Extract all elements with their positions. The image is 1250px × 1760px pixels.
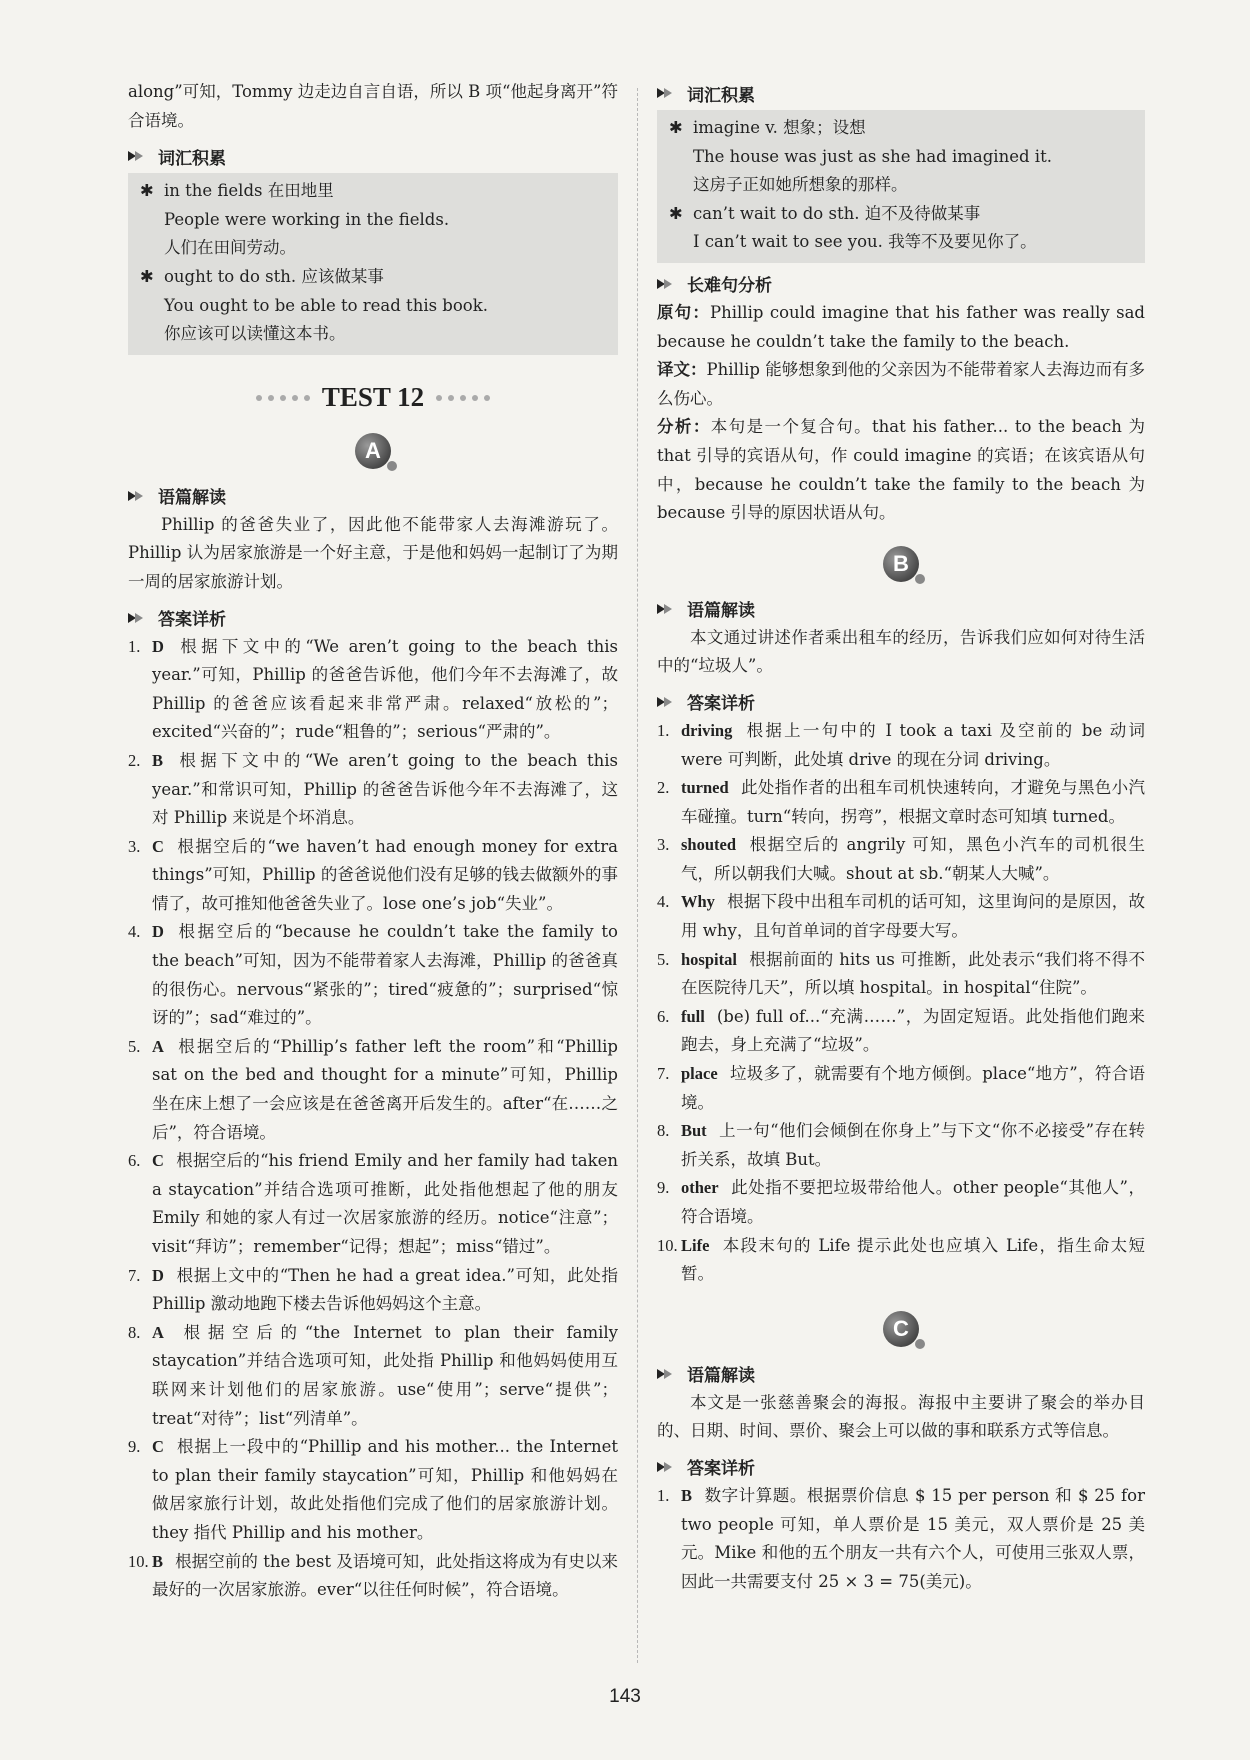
answer-explanation: (be) full of...“充满……”，为固定短语。此处指他们跑来跑去，身上充满了“垃圾”。 xyxy=(681,1006,1145,1055)
answer-number: 3. xyxy=(657,835,670,855)
vocab-example: People were working in the fields. xyxy=(164,209,450,229)
section-reading xyxy=(657,594,1145,624)
answer-number: 1. xyxy=(657,720,670,740)
section-sentence xyxy=(657,269,1145,299)
answer-key: But xyxy=(681,1121,707,1141)
answer-key: place xyxy=(681,1064,718,1084)
answer-key: Why xyxy=(681,892,715,912)
answer-key: C xyxy=(152,1151,164,1171)
reading-summary: 本文通过讲述作者乘出租车的经历，告诉我们应如何对待生活中的“垃圾人”。 xyxy=(657,627,1145,676)
vocab-entry xyxy=(140,263,608,292)
answer-key: driving xyxy=(681,720,733,740)
asterisk-icon: ✱ xyxy=(140,266,154,286)
section-vocab xyxy=(128,141,618,171)
test-title: TEST 12 xyxy=(321,382,425,413)
label: 原句： xyxy=(657,302,711,322)
answer-number: 8. xyxy=(128,1322,141,1342)
answer-key: turned xyxy=(681,778,729,798)
answer-body xyxy=(681,1060,1145,1117)
answer-body xyxy=(152,918,618,1032)
answer-item xyxy=(657,888,1145,945)
answer-explanation: 上一句“他们会倾倒在你身上”与下文“你不必接受”存在转折关系，故填 But。 xyxy=(681,1121,1145,1169)
vocab-box xyxy=(657,110,1145,263)
answer-item xyxy=(128,1033,618,1147)
section-reading xyxy=(128,481,618,511)
answer-number: 2. xyxy=(128,750,141,770)
vocab-head: imagine v. 想象；设想 xyxy=(693,118,866,137)
answer-key: A xyxy=(152,1322,164,1342)
answer-explanation: 根据下文中的“We aren’t going to the beach this year.”可知，Phillip 的爸爸告诉他，他们今年不去海滩了，故 Phillip 的爸爸应该看起来非常严肃。relaxed“放松的”；excited“兴奋的”；rude“粗鲁的”；serious“严肃的”。 xyxy=(152,636,618,742)
analysis xyxy=(657,413,1145,527)
dots-decoration xyxy=(256,395,310,401)
answer-key: D xyxy=(152,1265,164,1285)
dots-decoration xyxy=(436,395,490,401)
passage-badge-a: A xyxy=(355,433,391,469)
answer-item xyxy=(657,831,1145,888)
answer-key: Life xyxy=(681,1235,710,1255)
vocab-translation: 这房子正如她所想象的那样。 xyxy=(693,175,908,195)
section-vocab xyxy=(657,78,1145,108)
vocab-translation: 人们在田间劳动。 xyxy=(164,238,296,258)
answer-item xyxy=(657,1482,1145,1596)
section-arrow-icon xyxy=(657,1367,679,1381)
answer-item xyxy=(128,747,618,833)
text: Phillip 能够想象到他的父亲因为不能带着家人去海边而有多么伤心。 xyxy=(657,360,1145,408)
translation xyxy=(657,356,1145,413)
answer-explanation: 根据前面的 hits us 可推断，此处表示“我们将不得不在医院待几天”，所以填 hospital。in hospital“住院”。 xyxy=(681,949,1145,998)
section-title: 语篇解读 xyxy=(687,601,755,622)
original-sentence xyxy=(657,299,1145,356)
answer-key: full xyxy=(681,1006,705,1026)
answer-body xyxy=(681,1482,1145,1596)
answer-number: 7. xyxy=(128,1265,141,1285)
answer-item xyxy=(128,633,618,747)
answer-item xyxy=(657,1060,1145,1117)
answer-item xyxy=(128,833,618,919)
section-title: 答案详析 xyxy=(158,610,226,631)
answer-item xyxy=(657,1232,1145,1289)
answer-body xyxy=(152,633,618,747)
section-reading xyxy=(657,1359,1145,1389)
column-divider xyxy=(637,88,638,1663)
passage-badge-b: B xyxy=(883,546,919,582)
answer-key: hospital xyxy=(681,949,737,969)
vocab-example: I can’t wait to see you. 我等不及要见你了。 xyxy=(693,232,1037,252)
asterisk-icon: ✱ xyxy=(669,203,683,223)
section-arrow-icon xyxy=(128,611,150,625)
answer-key: D xyxy=(152,922,164,942)
answer-key: other xyxy=(681,1178,719,1198)
vocab-entry xyxy=(669,114,1135,143)
answer-body xyxy=(152,1147,618,1261)
vocab-entry xyxy=(140,177,608,206)
answer-body xyxy=(152,1548,618,1605)
section-arrow-icon xyxy=(128,489,150,503)
answer-body xyxy=(681,1003,1145,1060)
section-arrow-icon xyxy=(657,277,679,291)
answer-key: A xyxy=(152,1036,164,1056)
section-answers xyxy=(657,1452,1145,1482)
answer-item xyxy=(128,918,618,1032)
section-arrow-icon xyxy=(657,86,679,100)
vocab-box xyxy=(128,173,618,355)
section-arrow-icon xyxy=(657,602,679,616)
answer-explanation: 根据空后的 angrily 可知，黑色小汽车的司机很生气，所以朝我们大喊。shout at sb.“朝某人大喊”。 xyxy=(681,835,1145,883)
section-title: 词汇积累 xyxy=(687,85,755,106)
answer-item xyxy=(128,1548,618,1605)
answer-body xyxy=(681,717,1145,774)
answer-explanation: 此处指不要把垃圾带给他人。other people“其他人”，符合语境。 xyxy=(681,1178,1145,1226)
left-column xyxy=(128,78,618,1605)
answer-body xyxy=(681,1174,1145,1231)
section-title: 答案详析 xyxy=(687,694,755,715)
answer-key: D xyxy=(152,636,164,656)
vocab-example: The house was just as she had imagined it. xyxy=(693,146,1052,166)
answer-item xyxy=(128,1433,618,1547)
answer-body xyxy=(152,1433,618,1547)
answer-explanation: 此处指作者的出租车司机快速转向，才避免与黑色小汽车碰撞。turn“转向，拐弯”，根据文章时态可知填 turned。 xyxy=(681,778,1145,826)
answer-explanation: 根据空前的 the best 及语境可知，此处指这将成为有史以来最好的一次居家旅游。ever“以往任何时候”，符合语境。 xyxy=(152,1551,618,1600)
asterisk-icon: ✱ xyxy=(669,118,683,137)
text: Phillip could imagine that his father was really sad because he couldn’t take the family to the beach. xyxy=(657,302,1145,351)
section-arrow-icon xyxy=(657,695,679,709)
passage-badge-c: C xyxy=(883,1311,919,1347)
answer-number: 10. xyxy=(657,1235,678,1255)
text: 本句是一个复合句。that his father... to the beach 为 that 引导的宾语从句，作 could imagine 的宾语；在该宾语从句中，because he couldn’t take the family to the beach 为 because 引导的原因状语从句。 xyxy=(657,417,1146,523)
answer-number: 3. xyxy=(128,836,141,856)
answer-item xyxy=(657,717,1145,774)
answer-body xyxy=(152,833,618,919)
section-title: 长难句分析 xyxy=(687,276,772,297)
answer-body xyxy=(681,831,1145,888)
page-number: 143 xyxy=(609,1686,641,1707)
answer-explanation: 根据上一句中的 I took a taxi 及空前的 be 动词 were 可判断，此处填 drive 的现在分词 driving。 xyxy=(681,720,1145,769)
answer-number: 1. xyxy=(657,1485,670,1505)
answer-key: B xyxy=(681,1485,693,1505)
answer-explanation: 根据上一段中的“Phillip and his mother... the Internet to plan their family staycation”可知，Phillip 和他妈妈在做居家旅行计划，故此处指他们完成了他们的居家旅游计划。they 指代 Phillip and his mother。 xyxy=(152,1437,618,1542)
vocab-entry xyxy=(669,200,1135,229)
answer-body xyxy=(681,774,1145,831)
reading-summary: Phillip 的爸爸失业了，因此他不能带家人去海滩游玩了。Phillip 认为居家旅游是一个好主意，于是他和妈妈一起制订了为期一周的居家旅游计划。 xyxy=(128,514,618,591)
answer-list xyxy=(128,633,618,1605)
answer-list xyxy=(657,1482,1145,1596)
answer-explanation: 根据上文中的“Then he had a great idea.”可知，此处指 Phillip 激动地跑下楼去告诉他妈妈这个主意。 xyxy=(152,1265,618,1314)
test-heading xyxy=(128,373,618,423)
section-title: 答案详析 xyxy=(687,1459,755,1480)
answer-key: C xyxy=(152,1437,164,1457)
answer-body xyxy=(152,747,618,833)
section-arrow-icon xyxy=(128,149,150,163)
answer-number: 10. xyxy=(128,1551,149,1571)
vocab-head: in the fields 在田地里 xyxy=(164,181,334,201)
asterisk-icon: ✱ xyxy=(140,181,154,201)
answer-explanation: 根据空后的“because he couldn’t take the family to the beach”可知，因为不能带着家人去海滩，Phillip 的爸爸真的很伤心。nervous“紧张的”；tired“疲惫的”；surprised“惊讶的”；sad“难过的”。 xyxy=(152,922,618,1028)
answer-number: 7. xyxy=(657,1064,670,1084)
answer-body xyxy=(681,1117,1145,1174)
answer-key: C xyxy=(152,836,164,856)
vocab-head: ought to do sth. 应该做某事 xyxy=(164,266,384,286)
answer-number: 8. xyxy=(657,1121,670,1141)
answer-number: 6. xyxy=(128,1151,141,1171)
reading-summary: 本文是一张慈善聚会的海报。海报中主要讲了聚会的举办目的、日期、时间、票价、聚会上可以做的事和联系方式等信息。 xyxy=(657,1392,1145,1441)
answer-item xyxy=(657,1174,1145,1231)
vocab-translation: 你应该可以读懂这本书。 xyxy=(164,324,346,344)
answer-key: B xyxy=(152,1551,164,1571)
section-arrow-icon xyxy=(657,1460,679,1474)
answer-explanation: 根据空后的“the Internet to plan their family staycation”并结合选项可知，此处指 Phillip 和他妈妈使用互联网来计划他们的居家旅游。use“使用”；serve“提供”；treat“对待”；list“列清单”。 xyxy=(152,1322,618,1428)
answer-number: 6. xyxy=(657,1006,670,1026)
answer-explanation: 根据空后的“we haven’t had enough money for extra things”可知，Phillip 的爸爸说他们没有足够的钱去做额外的事情了，故可推知他爸爸失业了。lose one’s job“失业”。 xyxy=(152,836,618,913)
answer-explanation: 根据下段中出租车司机的话可知，这里询问的是原因，故用 why，且句首单词的首字母要大写。 xyxy=(681,892,1145,941)
answer-explanation: 根据下文中的“We aren’t going to the beach this year.”和常识可知，Phillip 的爸爸告诉他今年不去海滩了，这对 Phillip 来说是个坏消息。 xyxy=(152,750,618,828)
answer-number: 9. xyxy=(128,1437,141,1457)
answer-item xyxy=(657,946,1145,1003)
answer-number: 4. xyxy=(657,892,670,912)
answer-number: 9. xyxy=(657,1178,670,1198)
answer-key: shouted xyxy=(681,835,737,855)
section-title: 语篇解读 xyxy=(687,1366,755,1387)
section-answers xyxy=(128,603,618,633)
answer-body xyxy=(681,1232,1145,1289)
vocab-example: You ought to be able to read this book. xyxy=(164,295,488,315)
answer-explanation: 根据空后的“Phillip’s father left the room”和“Phillip sat on the bed and thought for a minute”可知，Phillip 坐在床上想了一会应该是在爸爸离开后发生的。after“在……之后”，符合语境。 xyxy=(152,1036,618,1142)
answer-body xyxy=(152,1319,618,1433)
answer-body xyxy=(152,1033,618,1147)
answer-item xyxy=(657,774,1145,831)
answer-item xyxy=(128,1319,618,1433)
label: 分析： xyxy=(657,417,711,437)
vocab-head: can’t wait to do sth. 迫不及待做某事 xyxy=(693,203,981,223)
right-column xyxy=(657,78,1145,1596)
answer-number: 1. xyxy=(128,636,141,656)
answer-item xyxy=(128,1147,618,1261)
section-title: 词汇积累 xyxy=(158,148,226,169)
label: 译文： xyxy=(657,360,707,380)
answer-body xyxy=(152,1262,618,1319)
continued-text: along”可知，Tommy 边走边自言自语，所以 B 项“他起身离开”符合语境。 xyxy=(128,82,618,130)
answer-explanation: 根据空后的“his friend Emily and her family had taken a staycation”并结合选项可推断，此处指他想起了他的朋友 Emily 和她的家人有过一次居家旅游的经历。notice“注意”；visit“拜访”；remember“记得；想起”；miss“错过”。 xyxy=(152,1151,618,1256)
answer-explanation: 垃圾多了，就需要有个地方倾倒。place“地方”，符合语境。 xyxy=(681,1064,1145,1112)
answer-number: 2. xyxy=(657,778,670,798)
answer-number: 5. xyxy=(128,1036,141,1056)
answer-explanation: 数字计算题。根据票价信息 $ 15 per person 和 $ 25 for two people 可知，单人票价是 15 美元，双人票价是 25 美元。Mike 和他的五个朋友一共有六个人，可使用三张双人票，因此一共需要支付 25 × 3 = 75(美元)。 xyxy=(681,1485,1145,1591)
answer-item xyxy=(128,1262,618,1319)
section-title: 语篇解读 xyxy=(158,488,226,509)
answer-list xyxy=(657,717,1145,1289)
answer-number: 5. xyxy=(657,949,670,969)
answer-key: B xyxy=(152,750,164,770)
section-answers xyxy=(657,687,1145,717)
answer-number: 4. xyxy=(128,922,141,942)
answer-item xyxy=(657,1117,1145,1174)
answer-body xyxy=(681,946,1145,1003)
answer-explanation: 本段末句的 Life 提示此处也应填入 Life，指生命太短暂。 xyxy=(681,1235,1145,1284)
answer-item xyxy=(657,1003,1145,1060)
answer-body xyxy=(681,888,1145,945)
